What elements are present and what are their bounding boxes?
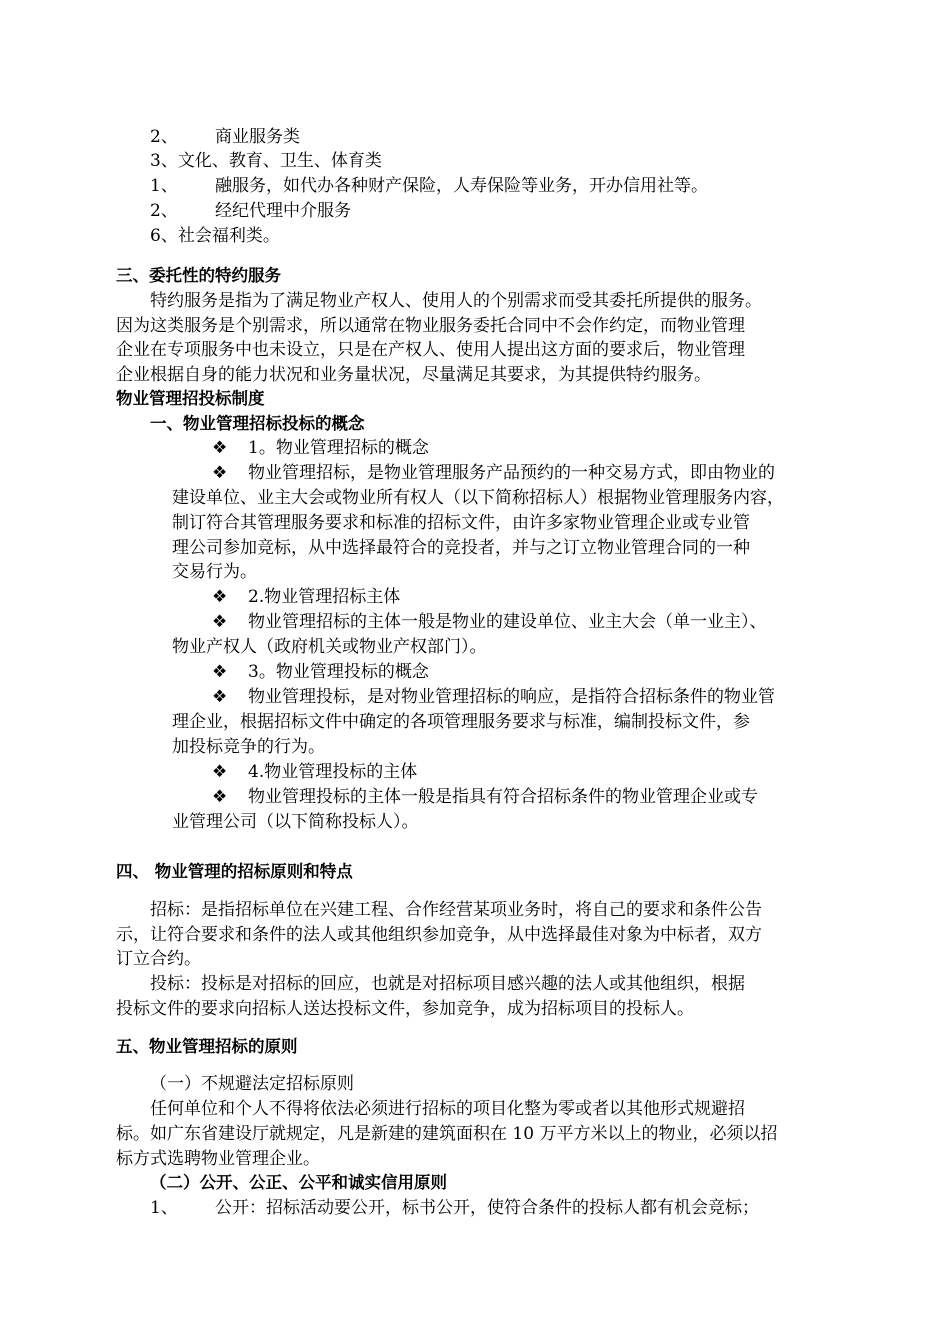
bullet-text: 4.物业管理投标的主体 bbox=[248, 762, 418, 782]
paragraph-line: 特约服务是指为了满足物业产权人、使用人的个别需求而受其委托所提供的服务。 bbox=[150, 291, 762, 311]
bullet-icon: ❖ bbox=[212, 662, 228, 682]
bullet-cont-line: 建设单位、业主大会或物业所有权人（以下简称招标人）根据物业管理服务内容， bbox=[172, 488, 784, 508]
paragraph-line: 任何单位和个人不得将依法必须进行招标的项目化整为零或者以其他形式规避招 bbox=[150, 1099, 745, 1119]
section-heading: 三、委托性的特约服务 bbox=[116, 266, 281, 285]
paragraph-line: 订立合约。 bbox=[116, 949, 201, 969]
bullet-cont-line: 物业产权人（政府机关或物业产权部门）。 bbox=[172, 637, 487, 657]
bullet-cont-line: 业管理公司（以下简称投标人）。 bbox=[172, 812, 419, 832]
bullet-text: 3。物业管理投标的概念 bbox=[248, 662, 429, 682]
bullet-icon: ❖ bbox=[212, 687, 228, 707]
bullet-item bbox=[212, 436, 429, 460]
list-text: 融服务，如代办各种财产保险，人寿保险等业务，开办信用社等。 bbox=[215, 176, 708, 196]
paragraph-line: 标。如广东省建设厅就规定，凡是新建的建筑面积在 10 万平方米以上的物业，必须以招 bbox=[116, 1124, 778, 1144]
list-text: 商业服务类 bbox=[215, 127, 300, 147]
subsection-heading: （二）公开、公正、公平和诚实信用原则 bbox=[150, 1173, 447, 1192]
list-number: 1、 bbox=[150, 176, 178, 196]
bullet-cont-line: 理公司参加竞标，从中选择最符合的竞投者，并与之订立物业管理合同的一种 bbox=[172, 538, 750, 558]
list-number: 2、 bbox=[150, 127, 178, 147]
list-item bbox=[150, 125, 300, 149]
bullet-text: 物业管理投标，是对物业管理招标的响应，是指符合招标条件的物业管 bbox=[248, 687, 775, 707]
paragraph-line: 标方式选聘物业管理企业。 bbox=[116, 1149, 320, 1169]
list-item bbox=[150, 1196, 759, 1220]
bullet-icon: ❖ bbox=[212, 438, 228, 458]
paragraph-line: 示，让符合要求和条件的法人或其他组织参加竞争，从中选择最佳对象为中标者，双方 bbox=[116, 925, 762, 945]
subsection-heading: 一、物业管理招标投标的概念 bbox=[150, 414, 365, 433]
subsection-heading: （一）不规避法定招标原则 bbox=[150, 1074, 354, 1094]
bullet-cont-line: 交易行为。 bbox=[172, 562, 257, 582]
list-number: 2、 bbox=[150, 201, 178, 221]
bullet-item bbox=[212, 785, 758, 809]
list-text: 经纪代理中介服务 bbox=[215, 201, 351, 221]
bullet-item bbox=[212, 461, 775, 485]
bullet-item bbox=[212, 660, 429, 684]
bullet-icon: ❖ bbox=[212, 787, 228, 807]
bullet-cont-line: 制订符合其管理服务要求和标准的招标文件，由许多家物业管理企业或专业管 bbox=[172, 513, 750, 533]
bullet-item bbox=[212, 610, 767, 634]
paragraph-line: 投标：投标是对招标的回应，也就是对招标项目感兴趣的法人或其他组织，根据 bbox=[150, 974, 745, 994]
bullet-item bbox=[212, 760, 417, 784]
paragraph-line: 因为这类服务是个别需求，所以通常在物业服务委托合同中不会作约定，而物业管理 bbox=[116, 316, 745, 336]
bullet-item bbox=[212, 585, 400, 609]
paragraph-line: 投标文件的要求向招标人送达投标文件，参加竞争，成为招标项目的投标人。 bbox=[116, 999, 694, 1019]
bullet-item bbox=[212, 685, 775, 709]
bullet-icon: ❖ bbox=[212, 463, 228, 483]
list-item bbox=[150, 199, 351, 223]
chapter-title: 物业管理招投标制度 bbox=[116, 389, 265, 408]
list-item: 6、社会福利类。 bbox=[150, 226, 280, 246]
section-heading: 四、 物业管理的招标原则和特点 bbox=[116, 862, 353, 881]
list-item bbox=[150, 174, 708, 198]
bullet-text: 物业管理投标的主体一般是指具有符合招标条件的物业管理企业或专 bbox=[248, 787, 758, 807]
bullet-text: 1。物业管理招标的概念 bbox=[248, 438, 429, 458]
bullet-text: 2.物业管理招标主体 bbox=[248, 587, 401, 607]
bullet-cont-line: 理企业，根据招标文件中确定的各项管理服务要求与标准，编制投标文件，参 bbox=[172, 712, 750, 732]
bullet-cont-line: 加投标竞争的行为。 bbox=[172, 737, 325, 757]
paragraph-line: 招标：是指招标单位在兴建工程、合作经营某项业务时，将自己的要求和条件公告 bbox=[150, 900, 762, 920]
list-text: 公开：招标活动要公开，标书公开，使符合条件的投标人都有机会竞标； bbox=[215, 1198, 759, 1218]
bullet-icon: ❖ bbox=[212, 612, 228, 632]
bullet-text: 物业管理招标的主体一般是物业的建设单位、业主大会（单一业主）、 bbox=[248, 612, 767, 632]
bullet-text: 物业管理招标，是物业管理服务产品预约的一种交易方式，即由物业的 bbox=[248, 463, 775, 483]
paragraph-line: 企业根据自身的能力状况和业务量状况，尽量满足其要求，为其提供特约服务。 bbox=[116, 365, 711, 385]
paragraph-line: 企业在专项服务中也未设立，只是在产权人、使用人提出这方面的要求后，物业管理 bbox=[116, 340, 745, 360]
bullet-icon: ❖ bbox=[212, 762, 228, 782]
list-number: 1、 bbox=[150, 1198, 178, 1218]
bullet-icon: ❖ bbox=[212, 587, 228, 607]
list-item: 3、文化、教育、卫生、体育类 bbox=[150, 151, 382, 171]
section-heading: 五、物业管理招标的原则 bbox=[116, 1037, 298, 1056]
